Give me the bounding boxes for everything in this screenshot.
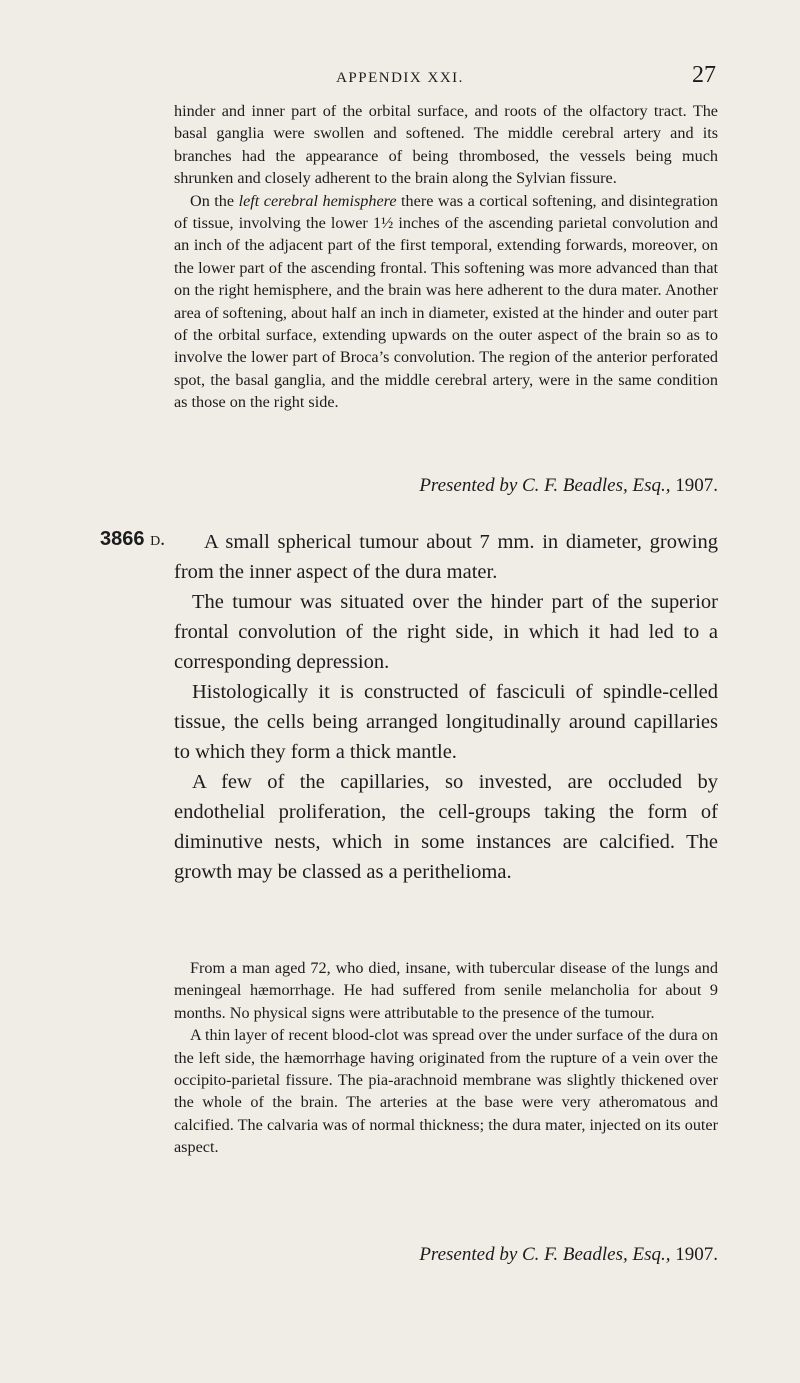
- page-number: 27: [692, 62, 716, 88]
- presented-by-credit-1: Presented by C. F. Beadles, Esq., 1907.: [419, 475, 718, 496]
- left-hemisphere-paragraph: On the left cerebral hemisphere there was a cortical softening, and disintegration of tissue, involving the lower 1½ inches of the ascending parietal convolution and an inch of the adjacent part of the first temporal, extending forwards, moreover, on the lower part of the ascending frontal. This softening was more advanced than that on the right hemisphere, and the brain was here adherent to the dura mater. Another area of softening, about half an inch in diameter, existed at the hinder and outer part of the orbital surface, extending upwards on the outer aspect of the brain so as to involve the lower part of Broca’s convolution. The region of the anterior perforated spot, the basal ganglia, and the middle cerebral artery, were in the same condition as those on the right side.: [174, 191, 719, 412]
- history-paragraph: From a man aged 72, who died, insane, with tubercular disease of the lungs and meningeal hæmorrhage. He had suffered from senile melancholia for about 9 months. No physical signs were attributable to the presence of the tumour.: [174, 959, 718, 1022]
- fraction: 1½: [372, 214, 394, 233]
- clinical-history: [174, 957, 718, 1159]
- presented-by-credit-2: Presented by C. F. Beadles, Esq., 1907.: [419, 1244, 718, 1265]
- histology-paragraph: Histologically it is constructed of fasciculi of spindle-celled tissue, the cells being arranged longitudinally around capillaries to which they form a thick mantle.: [174, 681, 718, 763]
- capillaries-paragraph: A few of the capillaries, so invested, are occluded by endothelial proliferation, the cell-groups taking the form of diminutive nests, which in some instances are calcified. The growth may be classed as a perithelioma.: [174, 771, 718, 883]
- continued-paragraph: hinder and inner part of the orbital surface, and roots of the olfactory tract. The basal ganglia were swollen and softened. The middle cerebral artery and its branches had the appearance of being thrombosed, the vessels being much shrunken and closely adherent to the brain along the Sylvian fissure.: [174, 102, 718, 188]
- continued-section: [174, 100, 718, 414]
- left-hemisphere-emphasis: left cerebral hemisphere: [238, 191, 397, 210]
- specimen-location-paragraph: The tumour was situated over the hinder part of the superior frontal convolution of the right side, in which it had led to a corresponding depression.: [174, 591, 718, 673]
- specimen-description-block: [174, 527, 718, 887]
- specimen-number: 3866 d.: [100, 528, 166, 550]
- running-head: APPENDIX XXI.: [336, 70, 464, 86]
- specimen-description: A small spherical tumour about 7 mm. in diameter, growing from the inner aspect of the dura mater.: [174, 531, 718, 583]
- autopsy-paragraph: A thin layer of recent blood-clot was spread over the under surface of the dura on the left side, the hæmorrhage having originated from the rupture of a vein over the occipito-parietal fissure. The pia-arachnoid membrane was slightly thickened over the whole of the brain. The arteries at the base were very atheromatous and calcified. The calvaria was of normal thickness; the dura mater, injected on its outer aspect.: [174, 1026, 718, 1157]
